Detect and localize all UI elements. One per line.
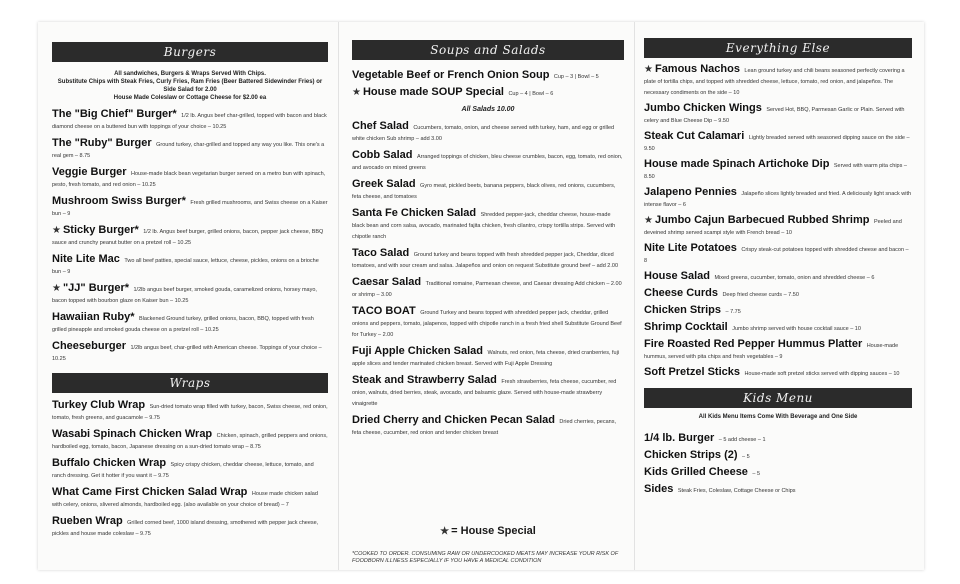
soups-banner: Soups and Salads (352, 40, 624, 60)
menu-item (52, 196, 328, 218)
menu-item (352, 248, 624, 270)
item-name: Chicken Strips (2) (644, 449, 738, 461)
item-name: Soft Pretzel Sticks (644, 366, 740, 378)
else-list (644, 64, 912, 378)
item-description: Jumbo shrimp served with house cocktail sauce – 10 (732, 326, 861, 332)
item-name: Rueben Wrap (52, 515, 123, 527)
item-name: Caesar Salad (352, 276, 422, 288)
menu-item (644, 339, 912, 361)
wrap-list (52, 400, 328, 538)
menu-item (352, 375, 624, 408)
item-description: 1/2lb angus beef burger, smoked gouda, caramelized onions, horsey mayo, bacon topped with bourbon glaze on Kaiser bun – 10.25 (52, 287, 317, 304)
item-description: Ground turkey and beans topped with fresh shredded pepper jack, Cheddar, diced tomatoes, and with sour cream and salsa. Jalapeños and onion on request Substitute ground beef – add 2.00 (352, 252, 619, 269)
menu-sheet (38, 22, 924, 570)
else-banner: Everything Else (644, 38, 912, 58)
kids-banner: Kids Menu (644, 388, 912, 408)
item-name: Nite Lite Mac (52, 253, 120, 265)
house-special-legend (352, 525, 624, 537)
menu-item (52, 283, 328, 305)
item-description: Blackened Ground turkey, grilled onions, bacon, BBQ, topped with fresh grilled pineapple and smoked gouda cheese on a pretzel roll – 10.25 (52, 316, 314, 333)
item-description: Shredded pepper-jack, cheddar cheese, house-made black bean and corn salsa, avocado, marinated fajita chicken, fresh cilantro, crispy tortilla strips. Served with chipotle ranch (352, 212, 616, 240)
item-name: Steak Cut Calamari (644, 130, 745, 142)
item-description: Deep fried cheese curds – 7.50 (722, 292, 799, 298)
soup-price: Cup – 3 | Bowl – 5 (553, 74, 599, 80)
star-icon: ★ (52, 283, 61, 294)
item-name: Dried Cherry and Chicken Pecan Salad (352, 414, 555, 426)
item-description: Jalapeño slices lightly breaded and fried. A deliciously light snack with intense flavor – 6 (644, 191, 912, 208)
burgers-intro (52, 70, 328, 102)
menu-item (644, 271, 912, 282)
item-name: Jumbo Chicken Wings (644, 102, 762, 114)
item-description: – 5 (741, 454, 750, 460)
item-name: House Salad (644, 270, 711, 282)
item-description: Spicy crispy chicken, cheddar cheese, lettuce, tomato, and ranch dressing. Get it hotter if you want it – 9.75 (52, 462, 314, 479)
menu-item (52, 109, 328, 131)
burgers-banner: Burgers (52, 42, 328, 62)
item-name: TACO BOAT (352, 305, 416, 317)
item-description: House-made black bean vegetarian burger served on a metro bun with spinach, pesto, fresh tomato, and red onion – 10.25 (52, 171, 326, 188)
fold-line (338, 22, 339, 570)
item-description: Peeled and deveined shrimp served scampi style with French bread – 10 (644, 219, 902, 236)
kids-note: All Kids Menu Items Come With Beverage and One Side (698, 414, 858, 420)
item-description: Served with warm pita chips – 8.50 (644, 163, 907, 180)
menu-item (52, 312, 328, 334)
item-name: Kids Grilled Cheese (644, 466, 748, 478)
soup-item (352, 70, 624, 81)
fold-line (634, 22, 635, 570)
item-description: Lean ground turkey and chili beans seasoned perfectly covering a plate of tortilla chips, and topped with shredded cheese, lettuce, tomato, red onion, and jalapeños. The necessary condiments on the side – 10 (644, 68, 905, 96)
item-description: Fresh grilled mushrooms, and Swiss cheese on a Kaiser bun – 9 (52, 200, 328, 217)
item-description: Mixed greens, cucumber, tomato, onion and shredded cheese – 6 (714, 275, 875, 281)
item-description: – 7.75 (725, 309, 741, 315)
menu-item (644, 131, 912, 153)
menu-item (644, 305, 912, 316)
menu-item (644, 288, 912, 299)
menu-item (352, 306, 624, 339)
menu-item (644, 187, 912, 209)
item-name: Fire Roasted Red Pepper Hummus Platter (644, 338, 863, 350)
menu-item (644, 243, 912, 265)
item-name: Steak and Strawberry Salad (352, 374, 497, 386)
menu-item (52, 167, 328, 189)
item-name: 1/4 lb. Burger (644, 432, 715, 444)
item-description: Served Hot, BBQ, Parmesan Garlic or Plain. Served with celery and Blue Cheese Dip – 9.50 (644, 107, 905, 124)
item-description: Cucumbers, tomato, onion, and cheese served with turkey, ham, and egg or grilled white chicken Sub shrimp – add 3.00 (352, 125, 615, 142)
item-name: The "Ruby" Burger (52, 137, 152, 149)
burgers-intro-line: House Made Coleslaw or Cottage Cheese for $2.00 ea (113, 95, 267, 101)
menu-item (52, 400, 328, 422)
star-icon: ★ (352, 87, 361, 98)
item-name: Nite Lite Potatoes (644, 242, 737, 254)
item-name: What Came First Chicken Salad Wrap (52, 486, 248, 498)
item-name: Jalapeno Pennies (644, 186, 737, 198)
menu-item (644, 484, 912, 495)
item-description: Walnuts, red onion, feta cheese, dried cranberries, fuji apple slices and tender marinated chicken breast. Served with Fuji Apple Dressing (352, 350, 620, 367)
item-description: Grilled corned beef, 1000 island dressing, smothered with pepper jack cheese, pickles and house made coleslaw – 9.75 (52, 520, 319, 537)
item-name: Famous Nachos (654, 63, 740, 75)
item-description: Crispy steak-cut potatoes topped with shredded cheese and bacon – 8 (644, 247, 909, 264)
item-description: House-made hummus, served with pita chips and fresh vegetables – 9 (644, 343, 899, 360)
item-name: Chef Salad (352, 120, 409, 132)
item-name: Buffalo Chicken Wrap (52, 457, 167, 469)
item-name: Cheeseburger (52, 340, 126, 352)
menu-item (52, 254, 328, 276)
star-icon: ★ (644, 64, 653, 75)
menu-item (352, 179, 624, 201)
item-name: Sticky Burger* (62, 224, 139, 236)
item-description: 1/2lb angus beef, char-grilled with American cheese. Toppings of your choice – 10.25 (52, 345, 322, 362)
item-description: Chicken, spinach, grilled peppers and onions, hardboiled egg, tomato, bacon, Japanese dressing on a sun-dried tomato wrap – 8.75 (52, 433, 328, 450)
item-name: Fuji Apple Chicken Salad (352, 345, 484, 357)
item-description: House made chicken salad with celery, onions, slivered almonds, hardboiled egg. (also available on your choice of bread) – 7 (52, 491, 318, 508)
menu-item (644, 322, 912, 333)
item-description: – 5 (752, 471, 761, 477)
item-name: Hawaiian Ruby* (52, 311, 135, 323)
burgers-intro-line: Substitute Chips with Steak Fries, Curly Fries, Ram Fries (Beer Battered Sidewinder Fries) or Side Salad for 2.00 (57, 79, 323, 93)
wraps-banner: Wraps (52, 373, 328, 393)
item-description: Gyro meat, pickled beets, banana peppers, black olives, red onions, cucumbers, feta cheese, and tomatoes (352, 183, 616, 200)
menu-item (352, 121, 624, 143)
house-special-label: = House Special (451, 525, 536, 537)
menu-item (52, 341, 328, 363)
item-name: Turkey Club Wrap (52, 399, 146, 411)
item-description: Sun-dried tomato wrap filled with turkey, bacon, Swiss cheese, red onion, tomato, fresh greens, and guacamole – 9.75 (52, 404, 328, 421)
menu-item (644, 103, 912, 125)
menu-item (52, 487, 328, 509)
menu-item (644, 467, 912, 478)
item-name: The "Big Chief" Burger* (52, 108, 177, 120)
menu-item (52, 225, 328, 247)
menu-item (352, 415, 624, 437)
item-name: Shrimp Cocktail (644, 321, 728, 333)
star-icon: ★ (644, 215, 653, 226)
menu-item (352, 277, 624, 299)
item-name: Chicken Strips (644, 304, 722, 316)
menu-item (644, 450, 912, 461)
star-icon: ★ (440, 525, 450, 537)
item-description: Fresh strawberries, feta cheese, cucumber, red onion, walnuts, dried berries, steak, avocado, and balsamic glaze. Served with house-made strawberry vinaigrette (352, 379, 617, 407)
item-description: – 5 add cheese – 1 (718, 437, 766, 443)
soup-name: House made SOUP Special (362, 86, 504, 98)
soup-item (352, 87, 624, 98)
menu-item (644, 159, 912, 181)
menu-item (644, 367, 912, 378)
item-name: Veggie Burger (52, 166, 127, 178)
item-name: Wasabi Spinach Chicken Wrap (52, 428, 213, 440)
menu-item (52, 516, 328, 538)
menu-item (52, 458, 328, 480)
star-icon: ★ (52, 225, 61, 236)
item-name: Santa Fe Chicken Salad (352, 207, 477, 219)
all-salads-price: All Salads 10.00 (461, 106, 515, 113)
item-description: 1/2 lb. Angus beef burger, grilled onions, bacon, pepper jack cheese, BBQ sauce and crunchy peanut butter on a pretzel roll – 10.25 (52, 229, 324, 246)
item-name: "JJ" Burger* (62, 282, 130, 294)
item-description: Ground Turkey and beans topped with shredded pepper jack, cheddar, grilled onions and peppers, tomato, jalapenos, topped with chipotle ranch in a fresh fried shell Substitute Ground Beef for Turkey – 2.00 (352, 310, 622, 338)
column-everything-else (644, 38, 912, 495)
item-name: Mushroom Swiss Burger* (52, 195, 186, 207)
menu-item (644, 64, 912, 97)
burger-list (52, 109, 328, 363)
item-description: Steak Fries, Coleslaw, Cottage Cheese or Chips (677, 488, 796, 494)
item-name: Jumbo Cajun Barbecued Rubbed Shrimp (654, 214, 870, 226)
kids-list (644, 433, 912, 495)
menu-item (644, 215, 912, 237)
item-description: Ground turkey, char-grilled and topped any way you like. This one's a real gem – 8.75 (52, 142, 325, 159)
soup-name: Vegetable Beef or French Onion Soup (352, 69, 550, 81)
soup-price: Cup – 4 | Bowl – 6 (508, 91, 554, 97)
item-description: Lightly breaded served with seasoned dipping sauce on the side – 9.50 (644, 135, 910, 152)
item-name: House made Spinach Artichoke Dip (644, 158, 830, 170)
item-description: Arranged toppings of chicken, bleu cheese crumbles, bacon, egg, tomato, red onion, and avocado on mixed greens (352, 154, 623, 171)
item-name: Cheese Curds (644, 287, 718, 299)
food-safety-disclaimer: *COOKED TO ORDER. CONSUMING RAW OR UNDERCOOKED MEATS MAY INCREASE YOUR RISK OF FOODBORN ILLNESS ESPECIALLY IF YOU HAVE A MEDICAL CONDITION (352, 551, 619, 564)
menu-item (352, 208, 624, 241)
column-burgers-wraps (52, 42, 328, 538)
burgers-intro-line: All sandwiches, Burgers & Wraps Served With Chips. (114, 71, 266, 77)
item-name: Sides (644, 483, 674, 495)
item-description: Dried cherries, pecans, feta cheese, cucumber, red onion and tender chicken breast (352, 419, 616, 436)
menu-item (352, 346, 624, 368)
menu-item (52, 138, 328, 160)
item-name: Taco Salad (352, 247, 410, 259)
item-description: 1/2 lb. Angus beef char-grilled, topped with bacon and black diamond cheese on a buttered bun with toppings of your choice – 10.25 (52, 113, 327, 130)
column-soups-salads (352, 40, 624, 565)
item-name: Greek Salad (352, 178, 416, 190)
item-description: Traditional romaine, Parmesan cheese, and Caesar dressing Add chicken – 2.00 or shrimp – 3.00 (352, 281, 622, 298)
salad-list (352, 121, 624, 437)
item-description: House-made soft pretzel sticks served with dipping sauces – 10 (744, 371, 900, 377)
item-name: Cobb Salad (352, 149, 413, 161)
menu-item (52, 429, 328, 451)
menu-item (644, 433, 912, 444)
menu-item (352, 150, 624, 172)
item-description: Two all beef patties, special sauce, lettuce, cheese, pickles, onions on a brioche bun – 9 (52, 258, 319, 275)
